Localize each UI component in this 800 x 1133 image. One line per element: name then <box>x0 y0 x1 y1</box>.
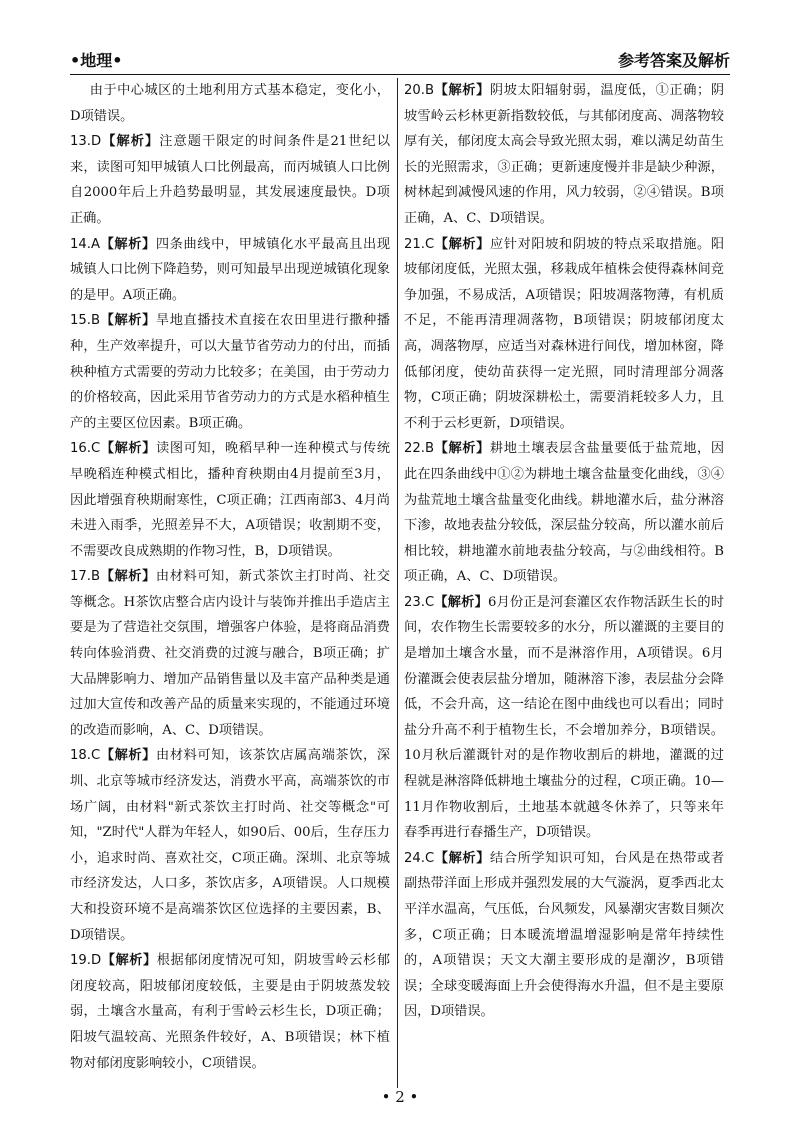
answer-text: 旱地直播技术直接在农田里进行撒种播种，生产效率提升，可以大量节省劳动力的付出，而插秧种植方式需要的劳动力比较多；在美国，由于劳动力的价格较高，因此采用节省劳动力的方式是水稻种植生产的主要区位因素。B项正确。 <box>70 313 391 431</box>
header-rule <box>70 74 730 75</box>
answer-number: 17.B <box>70 569 101 585</box>
page-header <box>70 48 730 72</box>
answer-item-17 <box>70 564 390 743</box>
answer-text: 6月份正是河套灌区农作物活跃生长的时间，农作物生长需要较多的水分，所以灌溉的主要目的是增加土壤含水量，而不是淋溶作用，A项错误。6月份灌溉会使表层盐分增加，随淋溶下渗，表层盐分会降低，不会升高，这一结论在图中曲线也可以看出；同时盐分升高不利于植物生长，不会增加养分，B项错误。10月秋后灌溉针对的是作物收割后的耕地，灌溉的过程就是淋溶降低耕地土壤盐分的过程，C项正确。10—11月作物收割后，土地基本就越冬休养了，只等来年春季再进行春播生产，D项错误。 <box>404 594 725 841</box>
answer-number: 13.D <box>70 134 102 150</box>
answer-item-23 <box>404 590 724 846</box>
analysis-tag: 【解析】 <box>434 594 488 610</box>
answer-text: 应针对阳坡和阴坡的特点采取措施。阳坡郁闭度低，光照太强，移栽成年植株会使得森林间竞争加强，不易成活，A项错误；阳坡凋落物薄，有机质不足，不能再清理凋落物，B项错误；阴坡郁闭度太高，凋落物厚，应适当对森林进行间伐，增加林窗，降低郁闭度，使幼苗获得一定光照，同时清理部分凋落物，C项正确；阴坡深耕松土，需要消耗较多人力，且不利于云杉更新，D项错误。 <box>404 236 725 431</box>
answer-text: 由材料可知，该茶饮店属高端茶饮，深圳、北京等城市经济发达，消费水平高，高端茶饮的市场广阔，由材料"新式茶饮主打时尚、社交等概念"可知，"Z时代"人群为年轻人，如90后、00后，生存压力小，追求时尚、喜欢社交，C项正确。深圳、北京等城市经济发达，人口多，茶饮店多，A项错误。人口规模大和投资环境不是高端茶饮区位选择的主要因素，B、D项错误。 <box>70 748 391 943</box>
column-divider <box>397 78 398 1088</box>
answer-continuation <box>70 78 390 129</box>
analysis-tag: 【解析】 <box>100 236 156 252</box>
answer-text: 注意题干限定的时间条件是21世纪以来，读图可知甲城镇人口比例最高，而丙城镇人口比例自2000年后上升趋势最明显，其发展速度最快。D项正确。 <box>70 134 391 226</box>
answer-item-21 <box>404 232 724 437</box>
analysis-tag: 【解析】 <box>101 134 160 150</box>
page-number: • 2 • <box>381 1088 419 1106</box>
answer-item-24 <box>404 846 724 1025</box>
answer-text: 由材料可知，新式茶饮主打时尚、社交等概念。H茶饮店整合店内设计与装饰并推出手造店主要是为了营造社交氛围，增强客户体验，是将商品消费转向体验消费、社交消费的过渡与融合，B项正确；扩大品牌影响力、增加产品销售量以及丰富产品种类是通过加大宣传和改善产品的质量来实现的，不能通过环境的改造而影响，A、C、D项错误。 <box>70 569 391 738</box>
answer-text: 耕地土壤表层含盐量要低于盐荒地，因此在四条曲线中①②为耕地土壤含盐量变化曲线，③④为盐荒地土壤含盐量变化曲线。耕地灌水后，盐分淋溶下渗，故地表盐分较低，深层盐分较高，所以灌水前后相比较，耕地灌水前地表盐分较高，与②曲线相符。B项正确，A、C、D项错误。 <box>404 441 725 585</box>
answer-text: 由于中心城区的土地利用方式基本稳定，变化小，D项错误。 <box>70 83 390 124</box>
answer-item-22 <box>404 436 724 590</box>
answer-item-15 <box>70 308 390 436</box>
answer-text: 根据郁闭度情况可知，阴坡雪岭云杉郁闭度较高，阳坡郁闭度较低，主要是由于阴坡蒸发较弱，土壤含水量高，有利于雪岭云杉生长，D项正确；阳坡气温较高、光照条件较好，A、B项错误；林下植物对郁闭度影响较小，C项错误。 <box>70 953 391 1071</box>
answer-text: 读图可知，晚稻早种一连种模式与传统早晚稻连种模式相比，播种育秧期由4月提前至3月，因此增强育秧期耐寒性，C项正确；江西南部3、4月尚未进入雨季，光照差异不大，A项错误；收割期不变，不需要改良成熟期的作物习性，B，D项错误。 <box>70 441 391 559</box>
answer-item-13 <box>70 129 390 231</box>
answer-text: 四条曲线中，甲城镇化水平最高且出现城镇人口比例下降趋势，则可知最早出现逆城镇化现象的是甲。A项正确。 <box>70 236 391 303</box>
answer-number: 19.D <box>70 953 102 969</box>
answer-item-18 <box>70 743 390 948</box>
analysis-tag: 【解析】 <box>100 441 157 457</box>
answer-number: 14.A <box>70 236 100 252</box>
answer-number: 22.B <box>404 441 435 457</box>
analysis-tag: 【解析】 <box>434 441 490 457</box>
answer-item-20 <box>404 78 724 232</box>
answer-number: 20.B <box>404 83 435 98</box>
answer-item-16 <box>70 436 390 564</box>
left-column <box>70 78 390 1076</box>
answer-number: 24.C <box>404 850 435 866</box>
answer-number: 15.B <box>70 313 101 329</box>
analysis-tag: 【解析】 <box>434 850 491 866</box>
right-column <box>404 78 724 1025</box>
answer-text: 阴坡太阳辐射弱，温度低，①正确；阴坡雪岭云杉林更新指数较低，与其郁闭度高、凋落物较厚有关，郁闭度太高会导致光照太弱，难以满足幼苗生长的光照需求，③正确；更新速度慢并非是缺少种源，树林起到减慢风速的作用，风力较弱，②④错误。B项正确，A、C、D项错误。 <box>404 83 725 226</box>
answer-item-19 <box>70 948 390 1076</box>
analysis-tag: 【解析】 <box>100 748 157 764</box>
answer-number: 23.C <box>404 594 435 610</box>
analysis-tag: 【解析】 <box>434 83 490 98</box>
answer-text: 结合所学知识可知，台风是在热带或者副热带洋面上形成并强烈发展的大气漩涡，夏季西北太平洋水温高，气压低，台风频发，风暴潮灾害数目频次多，C项正确；日本暖流增温增湿影响是常年持续性的，A项错误；天文大潮主要形成的是潮汐，B项错误；全球变暖海面上升会使得海水升温，但不是主要原因，D项错误。 <box>404 850 725 1020</box>
subject-label: •地理• <box>70 51 123 70</box>
analysis-tag: 【解析】 <box>100 313 156 329</box>
section-title: 参考答案及解析 <box>617 51 730 70</box>
answer-number: 21.C <box>404 236 435 252</box>
analysis-tag: 【解析】 <box>101 953 157 969</box>
answer-number: 18.C <box>70 748 101 764</box>
answer-number: 16.C <box>70 441 101 457</box>
answer-item-14 <box>70 232 390 309</box>
analysis-tag: 【解析】 <box>434 236 491 252</box>
analysis-tag: 【解析】 <box>100 569 156 585</box>
